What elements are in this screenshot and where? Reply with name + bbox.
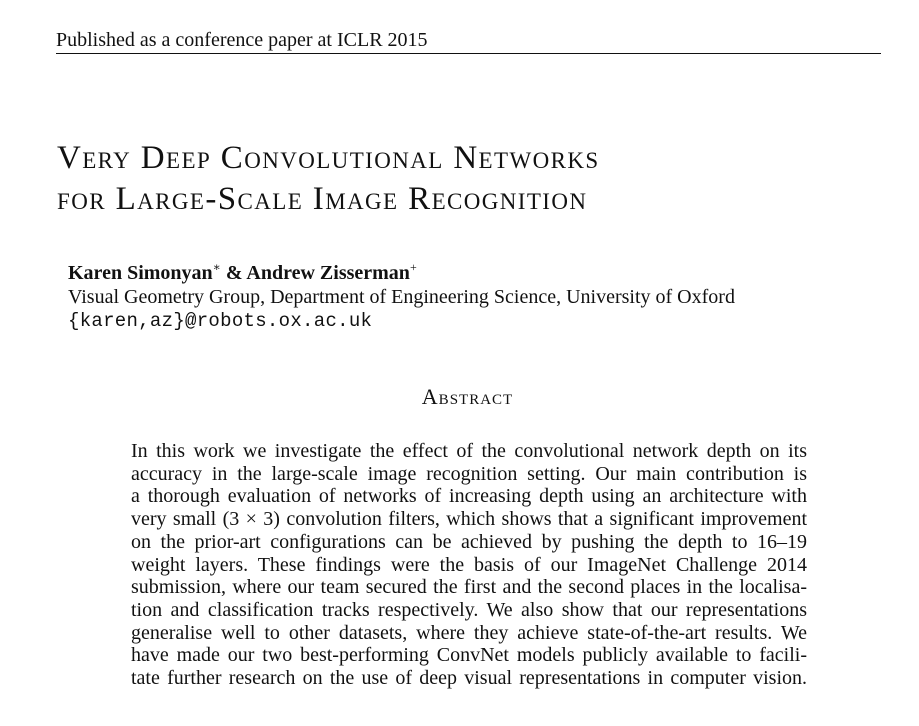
abstract-line: have made our two best-performing ConvNet models publicly available to facili- — [131, 644, 807, 667]
abstract-line: tion and classification tracks respectively. We also show that our representations — [131, 598, 807, 621]
abstract-line: very small (3 × 3) convolution filters, which shows that a significant improvement — [131, 508, 807, 531]
abstract-line: tate further research on the use of deep visual representations in computer vision. — [131, 667, 807, 690]
author-footnote-mark: ∗ — [212, 260, 221, 274]
author-footnote-mark: + — [409, 260, 417, 274]
abstract-line: a thorough evaluation of networks of increasing depth using an architecture with — [131, 485, 807, 508]
abstract-line: generalise well to other datasets, where they achieve state-of-the-art results. We — [131, 621, 807, 644]
title-line-1: Very Deep Convolutional Networks — [57, 140, 600, 176]
abstract-line: submission, where our team secured the first and the second places in the localisa- — [131, 576, 807, 599]
abstract-line: accuracy in the large-scale image recognition setting. Our main contribution is — [131, 462, 807, 485]
author-separator: & — [225, 262, 243, 284]
author-block — [68, 255, 735, 333]
author-name: Andrew Zisserman — [246, 262, 410, 284]
abstract-heading: Abstract — [421, 384, 514, 409]
running-header: Published as a conference paper at ICLR 2015 — [56, 29, 428, 51]
paper-title — [57, 138, 600, 220]
author-email: {karen,az}@robots.ox.ac.uk — [68, 310, 373, 332]
author-name: Karen Simonyan — [68, 262, 213, 284]
abstract-line: weight layers. These findings were the basis of our ImageNet Challenge 2014 — [131, 553, 807, 576]
abstract-body — [131, 440, 807, 690]
abstract-line: on the prior-art configurations can be achieved by pushing the depth to 16–19 — [131, 530, 807, 553]
author-names — [68, 255, 735, 285]
header-rule — [56, 53, 881, 54]
title-line-2: for Large-Scale Image Recognition — [57, 181, 588, 217]
author-affiliation: Visual Geometry Group, Department of Engineering Science, University of Oxford — [68, 286, 735, 308]
abstract-line: In this work we investigate the effect of the convolutional network depth on its — [131, 440, 807, 462]
